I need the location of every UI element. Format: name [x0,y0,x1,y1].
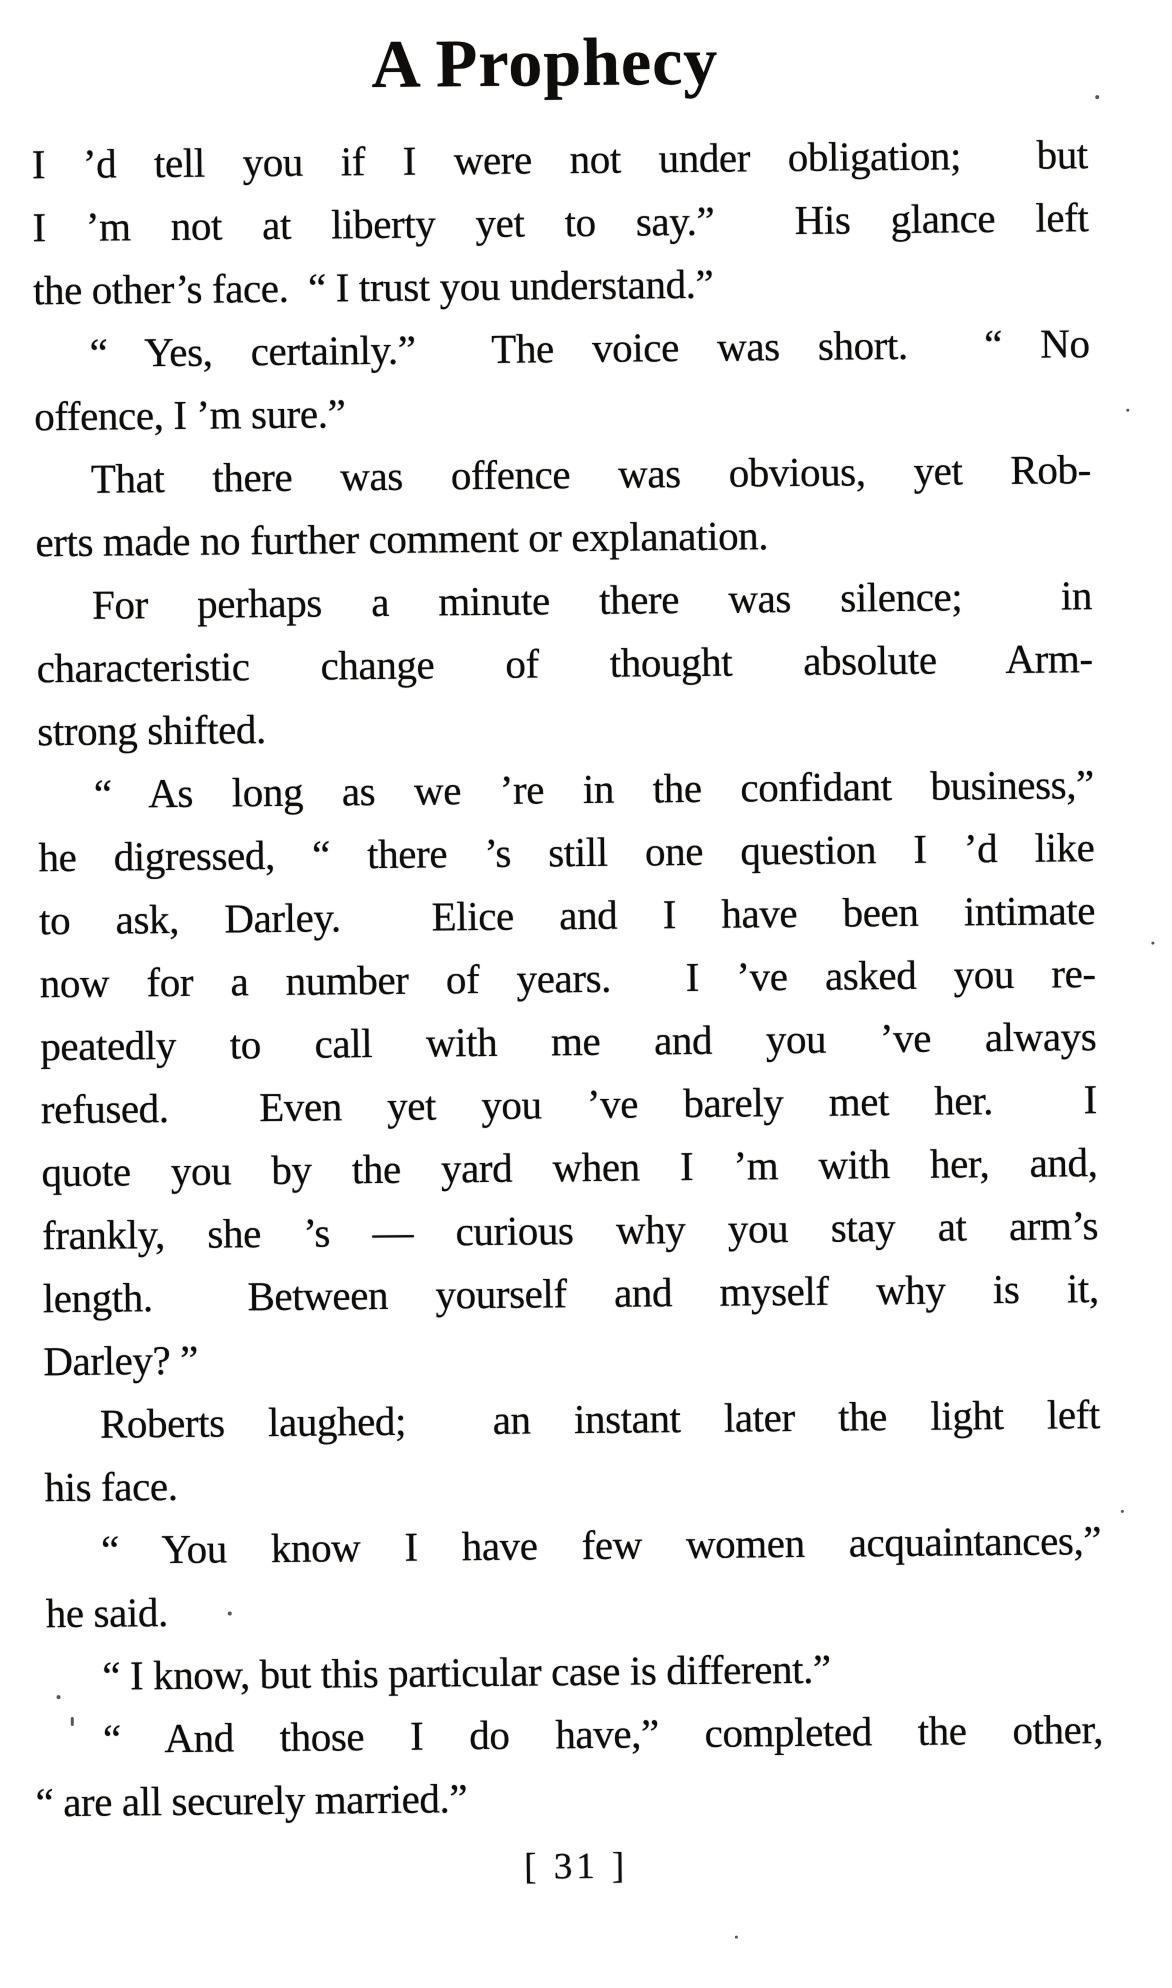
text-line: quote you by the yard when I ’m with her, and, [41,1139,1098,1196]
text-line: peatedly to call with me and you ’ve always [40,1013,1097,1070]
text-line: Roberts laughed; an instant later the light left [99,1391,1101,1447]
text-line: “ As long as we ’re in the confidant business,” [93,761,1095,817]
text-line: to ask, Darley. Elice and I have been intimate [38,887,1096,944]
text-line: now for a number of years. I ’ve asked you re- [39,950,1096,1007]
text-line: frankly, she ’s — curious why you stay at arm’s [41,1202,1099,1259]
text-line: I ’d tell you if I were not under obligation; but [31,131,1089,188]
text-line: his face. [44,1462,178,1511]
text-line: “ And those I do have,” completed the other, [102,1706,1104,1762]
page-title: A Prophecy [371,22,719,103]
scan-speck [1095,95,1099,99]
text-line: “ I know, but this particular case is different.” [102,1645,831,1699]
body-text [32,123,1104,1834]
scan-speck [735,1936,738,1939]
scan-speck [1126,409,1129,412]
scan-speck [1151,942,1154,945]
text-line: erts made no further comment or explanation. [35,512,769,566]
text-line: For perhaps a minute there was silence; in [91,572,1093,628]
text-line: Darley? ” [43,1336,199,1385]
scan-speck [71,1717,74,1726]
text-line: he said. [45,1589,169,1637]
scan-speck [228,1611,232,1615]
text-line: “ are all securely married.” [35,1775,468,1826]
text-line: strong shifted. [37,706,267,755]
text-line: the other’s face. “ I trust you understand.” [32,260,714,314]
text-line: That there was offence was obvious, yet Rob- [90,446,1092,502]
text-line: refused. Even yet you ’ve barely met her. I [40,1076,1098,1133]
text-line: “ You know I have few women acquaintances,” [100,1517,1102,1573]
text-line: “ Yes, certainly.” The voice was short. “ No [89,320,1090,376]
text-line: characteristic change of thought absolute Arm- [36,635,1093,692]
scan-speck [1121,1510,1124,1513]
scan-speck [57,1695,61,1699]
text-line: offence, I ’m sure.” [34,390,346,440]
text-line: I ’m not at liberty yet to say.” His glance left [32,194,1089,251]
text-line: length. Between yourself and myself why is it, [42,1265,1099,1322]
text-line: he digressed, “ there ’s still one question I ’d like [38,824,1095,881]
page-number: [ 31 ] [523,1845,629,1888]
